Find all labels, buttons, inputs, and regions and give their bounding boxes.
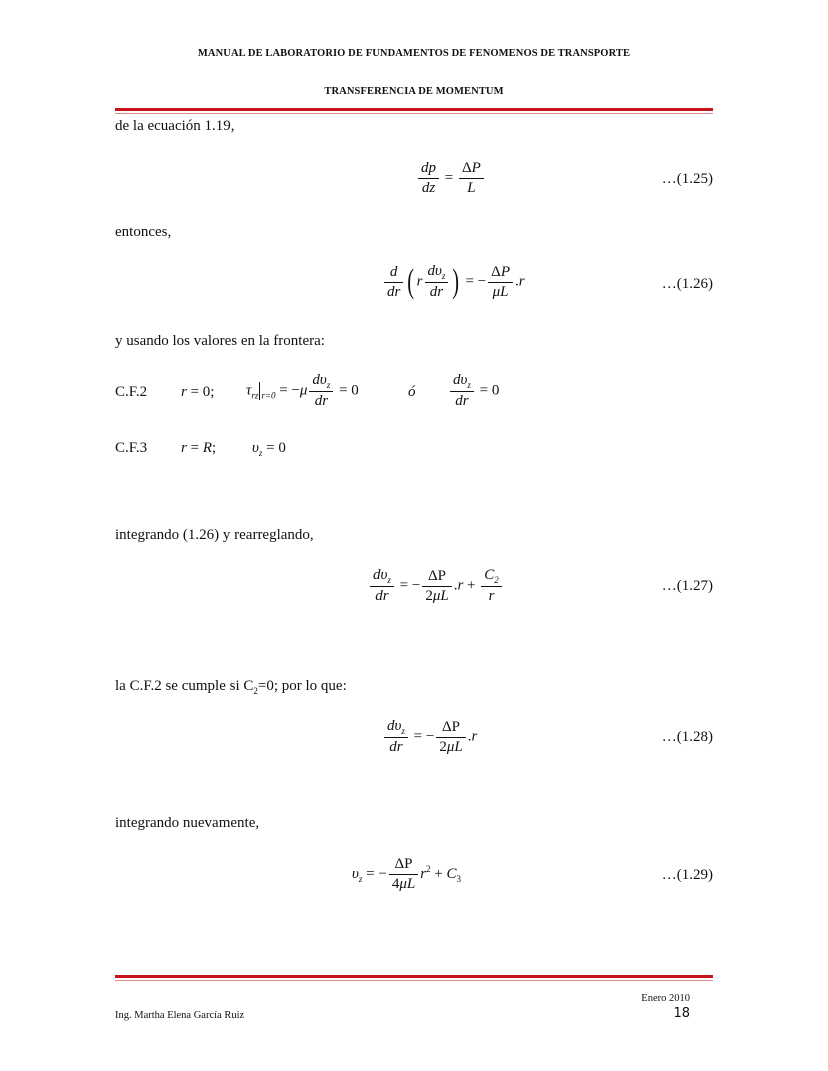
equation-number-1-27: …(1.27)	[661, 578, 713, 594]
header-rule	[115, 108, 713, 111]
paragraph-5: la C.F.2 se cumple si $C_2=0$; por lo que:	[115, 678, 347, 696]
footer-author: Ing. Martha Elena García Ruiz	[115, 1010, 245, 1021]
equation-number-1-29: …(1.29)	[661, 867, 713, 883]
equation-1-26: $\frac{d}{dr}$ ( r $\frac{d\upsilon_z}{dr}$ ) = − $\frac{\Delta P}{\mu L}$ .r	[382, 263, 525, 301]
paragraph-3: y usando los valores en la frontera:	[115, 333, 325, 349]
equation-1-29: $\upsilon_z$ = − $\frac{\Delta P}{4\mu L}$ $r^2 + C_3$	[352, 856, 462, 892]
cf2-condition-stress: $\tau_{rz}$ $_{r=0}$ = −μ $\frac{d\upsilon_z}{dr}$ = 0	[246, 372, 359, 409]
cf2-condition-r: r = 0;	[181, 384, 215, 400]
cf2-label: C.F.2	[115, 384, 148, 400]
paragraph-4: integrando (1.26) y rearreglando,	[115, 527, 314, 543]
document-header-title: MANUAL DE LABORATORIO DE FUNDAMENTOS DE FENOMENOS DE TRANSPORTE	[197, 48, 631, 59]
cf3-label: C.F.3	[115, 440, 148, 456]
paragraph-1: de la ecuación 1.19,	[115, 118, 235, 134]
paragraph-2: entonces,	[115, 224, 172, 240]
equation-1-28: $\frac{d\upsilon_z}{dr}$ = − $\frac{\Delta P}{2\mu L}$ .r	[382, 718, 477, 756]
page-number: 18	[673, 1006, 690, 1021]
paragraph-6: integrando nuevamente,	[115, 815, 260, 831]
equation-number-1-25: …(1.25)	[661, 171, 713, 187]
cf3-condition-r: r = R;	[181, 440, 217, 456]
document-header-subtitle: TRANSFERENCIA DE MOMENTUM	[324, 86, 504, 97]
footer-rule	[115, 975, 713, 978]
equation-number-1-26: …(1.26)	[661, 276, 713, 292]
equation-1-27: $\frac{d\upsilon_z}{dr}$ = − $\frac{\Delta P}{2\mu L}$ .r + $\frac{C_2}{r}$	[368, 567, 504, 605]
header-rule-thin	[115, 113, 713, 114]
cf3-condition-velocity: $\upsilon_z = 0$	[252, 440, 286, 458]
cf2-condition-derivative: $\frac{d\upsilon_z}{dr}$ = 0	[448, 372, 499, 410]
equation-number-1-28: …(1.28)	[661, 729, 713, 745]
cf2-or: ó	[408, 384, 416, 400]
equation-1-25: $\frac{dp}{dz}$ = $\frac{\Delta P}{L}$	[416, 160, 486, 197]
footer-date: Enero 2010	[641, 993, 690, 1004]
footer-rule-thin	[115, 980, 713, 981]
